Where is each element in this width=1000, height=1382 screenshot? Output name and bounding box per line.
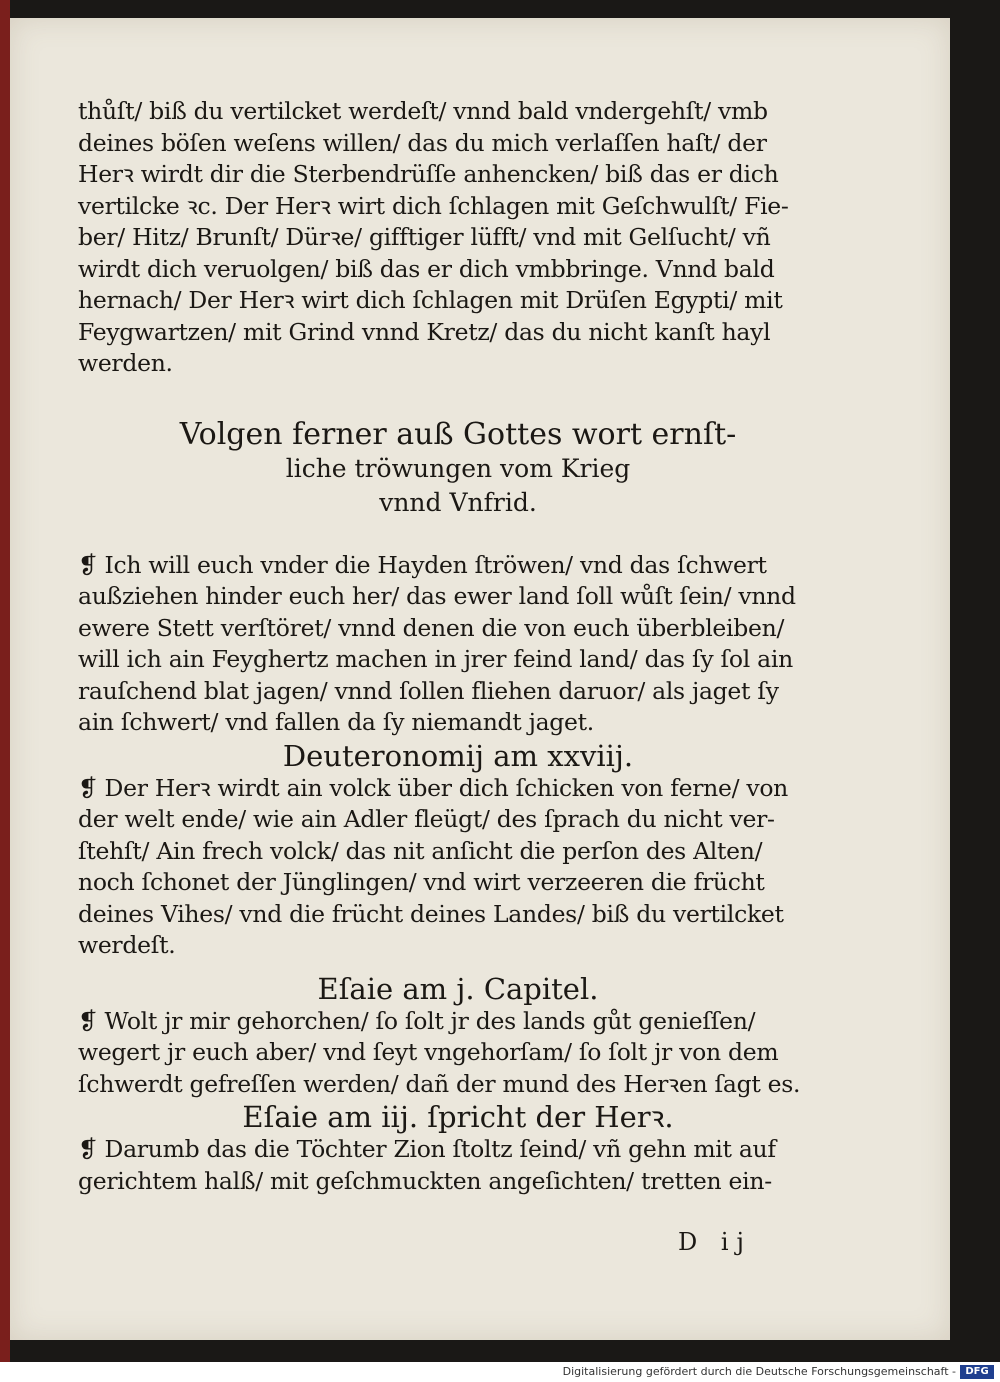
text-line: will ich ain Feyghertz machen in jrer feind land/ das ſy ſol ain [78, 645, 793, 673]
text-line: ber/ Hitz/ Brunſt/ Dürꝛe/ gifftiger lüfft/ vnd mit Gelſucht/ vñ [78, 223, 771, 251]
footer-bar [0, 1362, 1000, 1382]
text-line: der welt ende/ wie ain Adler fleügt/ des ſprach du nicht ver- [78, 805, 775, 833]
text-line: wirdt dich veruolgen/ biß das er dich vmbbringe. Vnnd bald [78, 254, 775, 283]
text-line: thůſt/ biß du vertilcket werdeſt/ vnnd bald vndergehſt/ vmb [78, 97, 768, 125]
book-page [10, 18, 950, 1340]
text-line: noch ſchonet der Jünglingen/ vnd wirt verzeeren die frücht [78, 868, 765, 896]
text-line: ❡ Darumb das die Töchter Zion ſtoltz ſeind/ vñ gehn mit auf [78, 1135, 776, 1163]
text-line: deines böſen weſens willen/ das du mich verlaſſen haſt/ der [78, 128, 767, 157]
text-line: gerichtem halß/ mit geſchmuckten angeſichten/ tretten ein- [78, 1166, 772, 1195]
text-line: ſtehſt/ Ain frech volck/ das nit anſicht die perſon des Alten/ [78, 836, 763, 865]
subheading-deuteronomy: Deuteronomij am xxviij. [282, 738, 634, 773]
section-heading [78, 418, 838, 520]
subheading-esaie-1: Eſaie am j. Capitel. [317, 971, 599, 1006]
text-line: ❡ Wolt jr mir gehorchen/ ſo ſolt jr des lands gůt genieſſen/ [78, 1006, 756, 1035]
text-line: Feygwartzen/ mit Grind vnnd Kretz/ das du nicht kanſt hayl [78, 317, 771, 346]
heading-line: liche tröwungen vom Krieg [285, 453, 631, 483]
paragraph-5 [78, 1134, 838, 1197]
book-spine-edge [0, 0, 10, 1362]
text-line: deines Vihes/ vnd die frücht deines Landes/ biß du vertilcket [78, 899, 784, 928]
text-line: ❡ Ich will euch vnder die Hayden ſtröwen/ vnd das ſchwert [78, 550, 767, 579]
text-line: ſchwerdt gefreſſen werden/ dañ der mund des Herꝛen ſagt es. [78, 1069, 801, 1098]
paragraph-4 [78, 1006, 838, 1101]
text-line: Herꝛ wirdt dir die Sterbendrüſſe anhencken/ biß das er dich [78, 160, 779, 188]
paragraph-2 [78, 550, 838, 739]
paragraph-3 [78, 773, 838, 962]
text-line: ewere Stett verſtöret/ vnnd denen die von euch überbleiben/ [78, 613, 785, 642]
catchword-signature: D ij [678, 1228, 752, 1256]
text-line: werden. [78, 349, 173, 377]
heading-line: Volgen ferner auß Gottes wort ernſt- [179, 416, 737, 452]
page-text [78, 96, 838, 1197]
text-line: rauſchend blat jagen/ vnnd ſollen fliehen daruor/ als jaget ſy [78, 676, 779, 705]
heading-line: vnnd Vnfrid. [379, 487, 537, 517]
paragraph-1 [78, 96, 838, 380]
dfg-logo: DFG [960, 1365, 994, 1379]
text-line: werdeſt. [78, 931, 176, 959]
text-line: wegert jr euch aber/ vnd ſeyt vngehorſam/ ſo ſolt jr von dem [78, 1038, 779, 1066]
text-line: außziehen hinder euch her/ das ewer land ſoll wůſt ſein/ vnnd [78, 582, 796, 610]
subheading-esaie-3: Eſaie am iij. ſpricht der Herꝛ. [242, 1100, 674, 1134]
funding-credit: Digitalisierung gefördert durch die Deutsche Forschungsgemeinschaft - [562, 1365, 956, 1378]
text-line: ❡ Der Herꝛ wirdt ain volck über dich ſchicken von ferne/ von [78, 773, 789, 802]
text-line: hernach/ Der Herꝛ wirt dich ſchlagen mit Drüſen Egypti/ mit [78, 286, 783, 314]
text-line: ain ſchwert/ vnd fallen da ſy niemandt jaget. [78, 708, 594, 736]
text-line: vertilcke ꝛc. Der Herꝛ wirt dich ſchlagen mit Geſchwulſt/ Fie- [78, 191, 789, 220]
